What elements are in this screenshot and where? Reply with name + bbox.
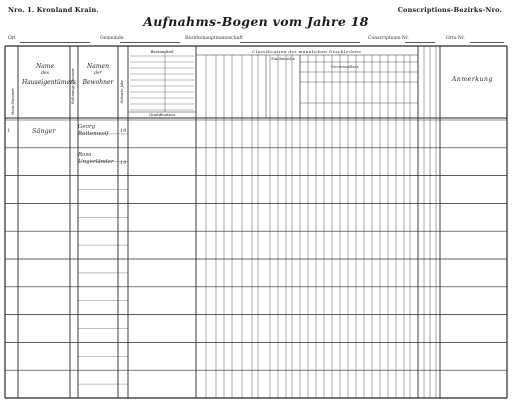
col-nachwuchs: Nachwuchs bbox=[271, 56, 295, 61]
entry-1-haus-nr: 1 bbox=[7, 128, 11, 134]
col-bewohner-line-3: Bewohner bbox=[82, 78, 114, 86]
col-qualification: Qualification bbox=[149, 112, 175, 117]
col-bewohner-line-2: der bbox=[94, 71, 102, 76]
entry-1-owner: Sänger bbox=[32, 127, 56, 135]
entry-2-resident: Rosa Ungerländer bbox=[78, 152, 114, 166]
col-hauseigentuemer-line-3: Hauseigentümers bbox=[22, 78, 76, 86]
conscription-district-title: Conscriptions-Bezirks-Nro. bbox=[397, 6, 502, 14]
field-ort: Ort bbox=[8, 36, 16, 41]
field-gemeinde: Gemeinde bbox=[100, 36, 124, 41]
col-anmerkung: Anmerkung bbox=[452, 76, 493, 83]
form-title: Aufnahms-Bogen vom Jahre 18 bbox=[143, 14, 369, 29]
col-haus-nr: Haus-Nummer bbox=[11, 88, 15, 115]
col-hauseigentuemer-line-1: Name bbox=[35, 63, 55, 70]
col-classification: Classification der männlichen Geschlechter bbox=[252, 49, 362, 54]
col-hauseigentuemer-line-2: des bbox=[41, 71, 49, 76]
field-conscriptions-nr: Conscriptions-Nr. bbox=[368, 36, 409, 41]
field-orts-nr: Orts-Nr. bbox=[446, 36, 465, 41]
col-geburtsjahr: Geburts-Jahr bbox=[120, 80, 124, 104]
entry-2-year: 19 bbox=[120, 160, 127, 166]
entry-1-resident: Georg Rottenwolf bbox=[78, 124, 109, 138]
col-wohnungs-nr: Wohnungs-Nummer bbox=[71, 68, 75, 105]
col-bewohner-line-1: Namen bbox=[87, 63, 109, 70]
field-bezirkshauptmannschaft: Bezirkshauptmannschaft bbox=[185, 36, 243, 41]
entry-1-year: 19 bbox=[120, 128, 127, 134]
crownland-title: Nro. 1. Kronland Krain. bbox=[8, 6, 99, 14]
col-bestandteil: Bestandteil bbox=[150, 49, 174, 54]
col-verwendbar: Verwendbar bbox=[330, 64, 360, 69]
col-bewohner bbox=[80, 62, 116, 87]
